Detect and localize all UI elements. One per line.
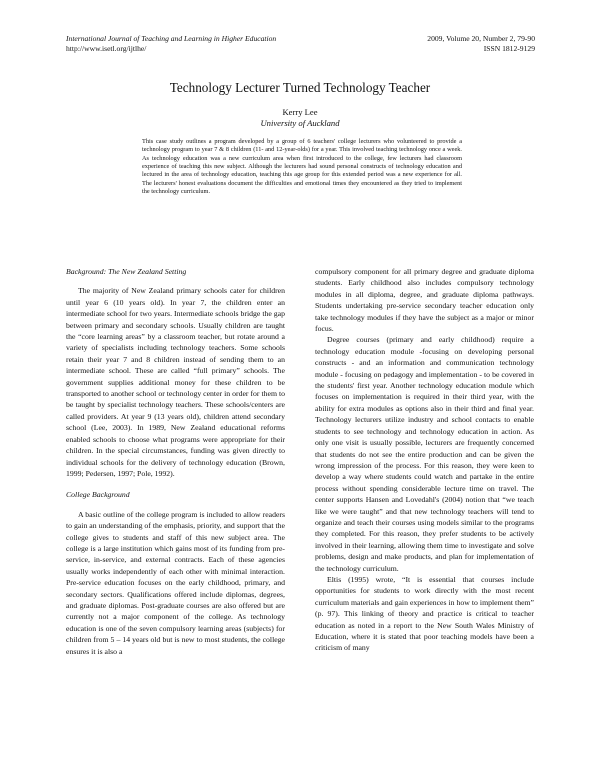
paragraph: Eltis (1995) wrote, “It is essential that courses include opportunities for students to work directly with the most recent curriculum materials and gain experiences in how to implement them” (p. 97). This linking of theory and practice is critical to teacher education as noted in a report to the New South Wales Ministry of Education, where it is stated that poor teaching models have been a criticism of many bbox=[315, 574, 534, 653]
left-column bbox=[66, 266, 285, 657]
issn: ISSN 1812-9129 bbox=[483, 44, 535, 53]
article-title: Technology Lecturer Turned Technology Teacher bbox=[169, 80, 431, 95]
right-column bbox=[315, 266, 534, 654]
journal-url[interactable]: http://www.isetl.org/ijtlhe/ bbox=[66, 44, 147, 53]
abstract: This case study outlines a program developed by a group of 6 teachers' college lecturers who volunteered to provide a technology program to year 7 & 8 children (11- and 12-year-olds) for a year. This involved teaching technology once a week. As technology education was a new curriculum area when first introduced to the college, few lecturers had classroom experience of teaching this new subject. Although the lecturers had sound personal constructs of technology education and lectured in the area of technology education, teaching this age group for this extended period was a new experience for all. The lecturers' honest evaluations document the difficulties and emotional times they encountered as they tried to implement the technology curriculum. bbox=[142, 138, 462, 196]
author-affiliation: University of Auckland bbox=[260, 118, 340, 128]
running-header-left bbox=[66, 34, 276, 54]
volume-info: 2009, Volume 20, Number 2, 79-90 bbox=[427, 34, 535, 43]
paragraph: The majority of New Zealand primary schools cater for children until year 6 (10 years old). In year 7, the children enter an intermediate school for two years. Intermediate schools bridge the gap between primary and secondary schools. Usually children are taught the “core learning areas” by a classroom teacher, but rotate around a variety of specialists including technology teachers. Some schools retain their year 7 and 8 children instead of sending them to an intermediate school. These are called “full primary” schools. The government supplies additional money for these children to be transported to another school or technology center in order for them to be taught by specialist technology teachers. These schools/centers are called providers. At year 9 (13 years old), children attend secondary school (Lee, 2003). In 1989, New Zealand educational reforms enabled schools to choose what programs were appropriate for their children. In the special circumstances, funding was given directly to individual schools for the delivery of technology education (Brown, 1999; Pedersen, 1997; Pole, 1992). bbox=[66, 286, 285, 478]
section-heading-college-background: College Background bbox=[66, 490, 130, 500]
paragraph: A basic outline of the college program is included to allow readers to gain an understanding of the emphasis, priority, and support that the college gives to students and staff of this new subject area. The college is a large institution which gains most of its funding from pre-service, in-service, and external contracts. Each of these agencies usually works independently of each other with minimal interaction. Pre-service education focuses on the early childhood, primary, and secondary sectors. Qualifications offered include diplomas, degrees, and graduate diplomas. Post-graduate courses are also offered but are currently not a major component of the college. As technology education is one of the seven compulsory learning areas (subjects) for children from 5 – 14 years old but is new to most students, the college ensures it is also a bbox=[66, 509, 285, 656]
section-heading-nz-setting: Background: The New Zealand Setting bbox=[66, 267, 187, 276]
paragraph: Degree courses (primary and early childhood) require a technology education module -focusing on developing personal constructs - and an information and communication technology module - focusing on pedagogy and implementation - to be covered in the students' first year. Another technology education module which focuses on implementation is required in their third year, with the ability for extra modules as options also in their third and final year. Technology lecturers utilize industry and school contacts to enable students to see technology and technology education in action. As only one visit is usually possible, lecturers are frequently concerned that students do not see the entire production and can be given the wrong impression of the process. For this reason, they were keen to develop a way where students could watch and partake in the entire process without spending considerable lecture time on travel. The center supports Hansen and Lovedahl's (2004) notion that “we teach like we were taught” and that new technology teachers will tend to organize and teach their courses using models similar to the programs they completed. For this reason, they prefer students to be actively involved in their learning, allowing them time to investigate and solve problems, design and make products, and plan for implementation of the technology curriculum. bbox=[315, 335, 534, 573]
author-block bbox=[0, 107, 600, 129]
paragraph: compulsory component for all primary degree and graduate diploma students. Early childhood also includes compulsory technology modules in all diploma, degree, and graduate diploma pathways. Students undertaking pre-service secondary teacher education only take technology modules if they have the subject as a major or minor focus. bbox=[315, 267, 534, 334]
author-name: Kerry Lee bbox=[282, 107, 318, 117]
journal-name: International Journal of Teaching and Learning in Higher Education bbox=[66, 34, 277, 43]
running-header-right bbox=[427, 34, 535, 54]
